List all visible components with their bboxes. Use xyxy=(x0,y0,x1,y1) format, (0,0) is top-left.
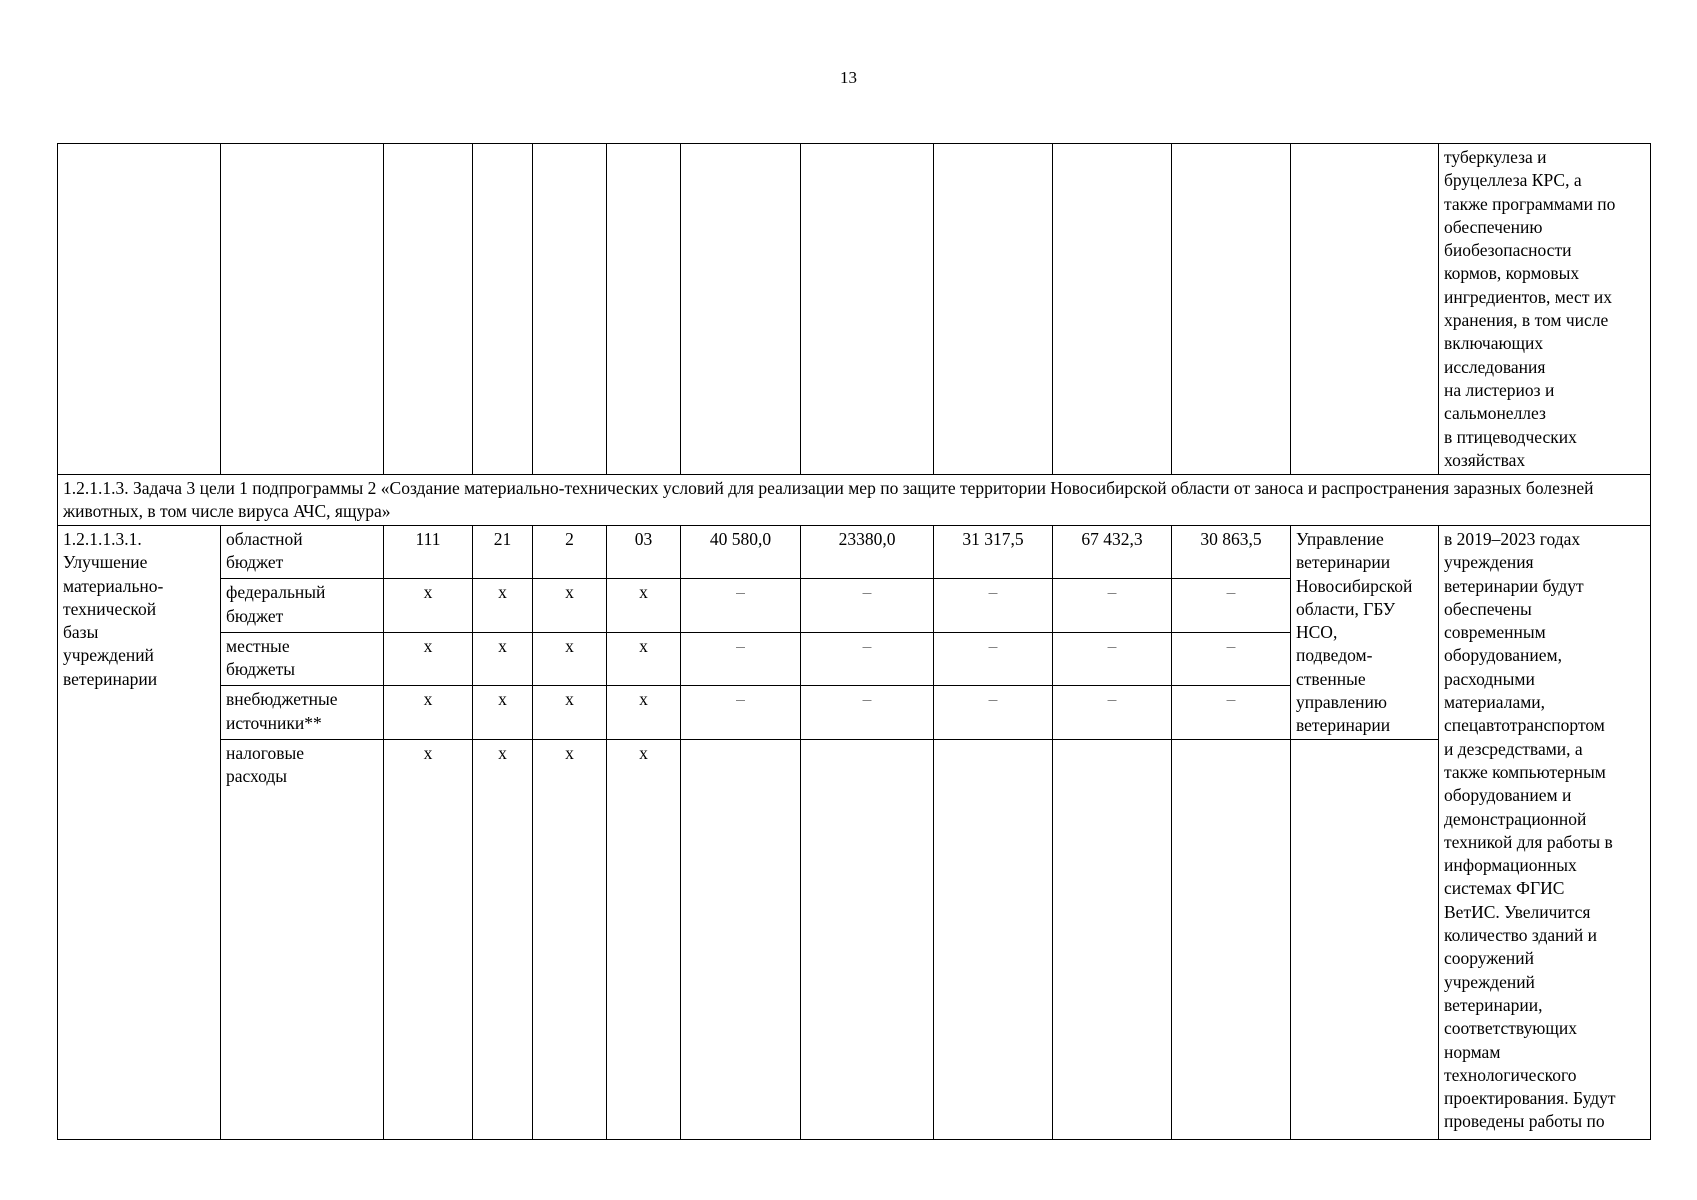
continuation-row xyxy=(58,144,1651,475)
empty-cell xyxy=(1053,144,1172,475)
funding-value: – xyxy=(681,579,801,632)
task-row xyxy=(58,475,1651,526)
budget-code: х xyxy=(384,739,473,1139)
empty-cell xyxy=(801,144,934,475)
task-heading: 1.2.1.1.3. Задача 3 цели 1 подпрограммы 2 «Создание материально-технических условий для реализации мер по защите территории Новосибирской области от заноса и распространения заразных болезней животных, в том числе вируса АЧС, ящура» xyxy=(58,475,1651,526)
funding-value: – xyxy=(801,632,934,685)
funding-value xyxy=(934,739,1053,1139)
funding-value: – xyxy=(934,686,1053,739)
budget-code: х xyxy=(607,579,681,632)
funding-value: – xyxy=(801,686,934,739)
budget-code: 21 xyxy=(473,526,533,579)
empty-cell xyxy=(384,144,473,475)
measure-name-cell: 1.2.1.1.3.1. Улучшение материально- технической базы учреждений ветеринарии xyxy=(58,526,221,1140)
funding-value: – xyxy=(1053,579,1172,632)
executor-cell: Управление ветеринарии Новосибирской области, ГБУ НСО, подведом- ственные управлению ветеринарии xyxy=(1291,526,1439,740)
funding-row xyxy=(58,739,1651,1139)
budget-code: х xyxy=(533,579,607,632)
funding-value: – xyxy=(934,579,1053,632)
empty-cell xyxy=(533,144,607,475)
funding-source-label: федеральный бюджет xyxy=(221,579,384,632)
funding-value: – xyxy=(1053,632,1172,685)
funding-value: – xyxy=(681,686,801,739)
expected-result-cell: туберкулеза и бруцеллеза КРС, а также программами по обеспечению биобезопасности кормов, кормовых ингредиентов, мест их хранения, в том числе включающих исследования на листериоз и сальмонеллез в птицеводческих хозяйствах xyxy=(1439,144,1651,475)
budget-code: х xyxy=(533,632,607,685)
budget-code: х xyxy=(473,579,533,632)
budget-code: х xyxy=(473,739,533,1139)
funding-value xyxy=(1053,739,1172,1139)
funding-value: – xyxy=(1172,579,1291,632)
funding-value: 31 317,5 xyxy=(934,526,1053,579)
budget-code: 111 xyxy=(384,526,473,579)
empty-cell xyxy=(1172,144,1291,475)
funding-row xyxy=(58,526,1651,579)
budget-code: х xyxy=(384,579,473,632)
empty-cell xyxy=(1291,144,1439,475)
funding-value: – xyxy=(1053,686,1172,739)
budget-code: х xyxy=(384,632,473,685)
budget-code: х xyxy=(607,739,681,1139)
funding-value: 67 432,3 xyxy=(1053,526,1172,579)
empty-cell xyxy=(221,144,384,475)
budget-code: х xyxy=(533,739,607,1139)
budget-code: х xyxy=(473,686,533,739)
funding-value: 23380,0 xyxy=(801,526,934,579)
funding-value: – xyxy=(801,579,934,632)
budget-code: х xyxy=(607,632,681,685)
funding-value: – xyxy=(681,632,801,685)
budget-code: х xyxy=(473,632,533,685)
funding-source-label: внебюджетные источники** xyxy=(221,686,384,739)
executor-empty-cell xyxy=(1291,739,1439,1139)
budget-code: х xyxy=(384,686,473,739)
funding-value xyxy=(681,739,801,1139)
funding-value: 30 863,5 xyxy=(1172,526,1291,579)
funding-value xyxy=(801,739,934,1139)
expected-result-cell: в 2019–2023 годах учреждения ветеринарии будут обеспечены современным оборудованием, расходными материалами, спецавтотранспортом и дезсредствами, а также компьютерным оборудованием и демонстрационной техникой для работы в информационных системах ФГИС ВетИС. Увеличится количество зданий и сооружений учреждений ветеринарии, соответствующих нормам технологического проектирования. Будут проведены работы по xyxy=(1439,526,1651,1140)
funding-value xyxy=(1172,739,1291,1139)
funding-value: – xyxy=(1172,686,1291,739)
funding-source-label: налоговые расходы xyxy=(221,739,384,1139)
funding-value: – xyxy=(934,632,1053,685)
empty-cell xyxy=(934,144,1053,475)
empty-cell xyxy=(473,144,533,475)
funding-value: – xyxy=(1172,632,1291,685)
funding-source-label: местные бюджеты xyxy=(221,632,384,685)
empty-cell xyxy=(607,144,681,475)
budget-code: 03 xyxy=(607,526,681,579)
empty-cell xyxy=(681,144,801,475)
empty-cell xyxy=(58,144,221,475)
budget-code: х xyxy=(607,686,681,739)
funding-source-label: областной бюджет xyxy=(221,526,384,579)
program-measures-table xyxy=(57,143,1651,1140)
budget-code: 2 xyxy=(533,526,607,579)
budget-code: х xyxy=(533,686,607,739)
funding-value: 40 580,0 xyxy=(681,526,801,579)
page-number: 13 xyxy=(840,68,857,87)
